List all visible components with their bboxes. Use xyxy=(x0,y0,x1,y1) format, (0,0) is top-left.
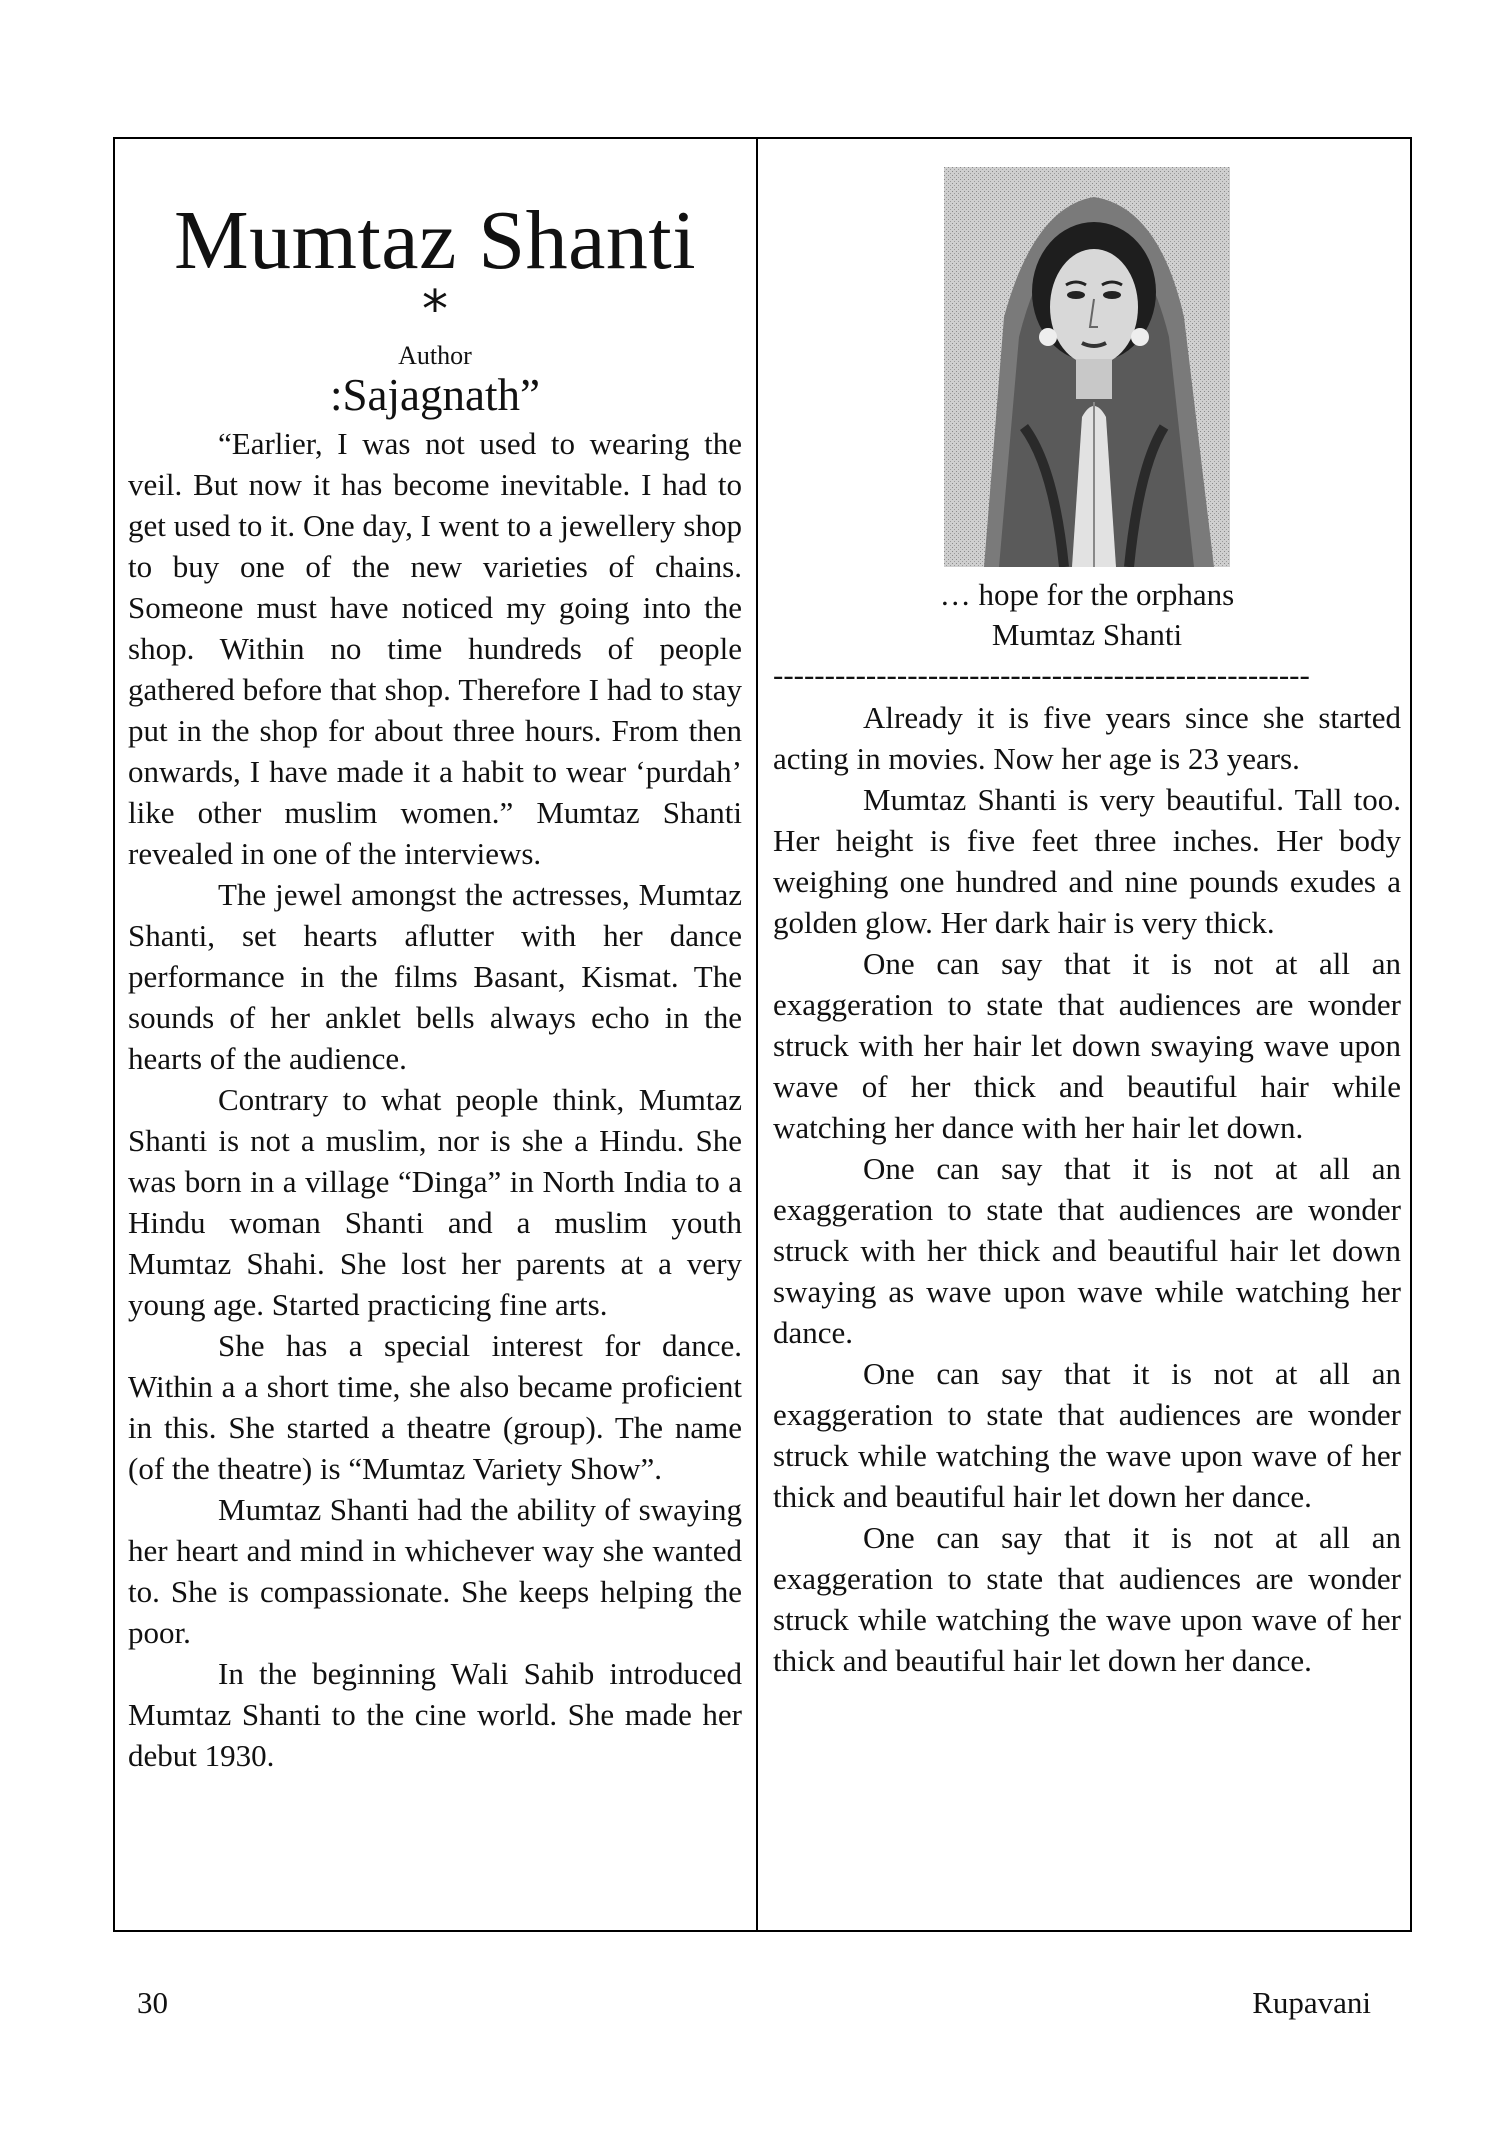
right-column xyxy=(773,167,1401,1681)
paragraph: One can say that it is not at all an exaggeration to state that audiences are wonder struck with her thick and beautiful hair let down swaying as wave upon wave while watching her dance. xyxy=(773,1151,1401,1350)
paragraph: Already it is five years since she started acting in movies. Now her age is 23 years. xyxy=(773,700,1401,776)
paragraph: In the beginning Wali Sahib introduced Mumtaz Shanti to the cine world. She made her debut 1930. xyxy=(128,1655,742,1773)
paragraph: The jewel amongst the actresses, Mumtaz Shanti, set hearts aflutter with her dance performance in the films Basant, Kismat. The sounds of her anklet bells always echo in the hearts of the audience. xyxy=(128,876,742,1076)
magazine-name: Rupavani xyxy=(1252,1985,1371,2020)
article-frame xyxy=(113,137,1412,1932)
author-label: Author xyxy=(398,340,472,370)
page-number: 30 xyxy=(137,1985,168,2020)
paragraph: One can say that it is not at all an exaggeration to state that audiences are wonder struck while watching the wave upon wave of her thick and beautiful hair let down her dance. xyxy=(773,1356,1401,1514)
paragraph: One can say that it is not at all an exaggeration to state that audiences are wonder struck with her hair let down swaying wave upon wave of her thick and beautiful hair while watching her dance with her hair let down. xyxy=(773,946,1401,1145)
author-name: :Sajagnath” xyxy=(330,370,540,421)
column-divider xyxy=(756,139,758,1930)
title-ornament: * xyxy=(422,280,448,341)
paragraph: Contrary to what people think, Mumtaz Shanti is not a muslim, nor is she a Hindu. She was born in a village “Dinga” in North India to a Hindu woman Shanti and a muslim youth Mumtaz Shahi. She lost her parents at a very young age. Started practicing fine arts. xyxy=(128,1081,742,1322)
left-column xyxy=(128,179,742,1776)
paragraph: She has a special interest for dance. Within a a short time, she also became proficient in this. She started a theatre (group). The name (of the theatre) is “Mumtaz Variety Show”. xyxy=(128,1327,742,1486)
paragraph: Mumtaz Shanti is very beautiful. Tall too. Her height is five feet three inches. Her body weighing one hundred and nine pounds exudes a golden glow. Her dark hair is very thick. xyxy=(773,782,1401,940)
paragraph: Mumtaz Shanti had the ability of swaying her heart and mind in whichever way she wanted to. She is compassionate. She keeps helping the poor. xyxy=(128,1491,742,1650)
portrait-photo xyxy=(944,167,1230,567)
photo-caption xyxy=(773,575,1401,655)
separator-line: ---------------------------------------------------- xyxy=(773,657,1310,692)
caption-line: … hope for the orphans xyxy=(939,577,1235,612)
paragraph: One can say that it is not at all an exaggeration to state that audiences are wonder struck while watching the wave upon wave of her thick and beautiful hair let down her dance. xyxy=(773,1520,1401,1678)
caption-line: Mumtaz Shanti xyxy=(991,617,1183,652)
article-title: Mumtaz Shanti xyxy=(173,194,697,287)
paragraph: “Earlier, I was not used to wearing the veil. But now it has become inevitable. I had to get used to it. One day, I went to a jewellery shop to buy one of the new varieties of chains. Someone must have noticed my going into the shop. Within no time hundreds of people gathered before that shop. Therefore I had to stay put in the shop for about three hours. From then onwards, I have made it a habit to wear ‘purdah’ like other muslim women.” Mumtaz Shanti revealed in one of the interviews. xyxy=(128,425,742,871)
